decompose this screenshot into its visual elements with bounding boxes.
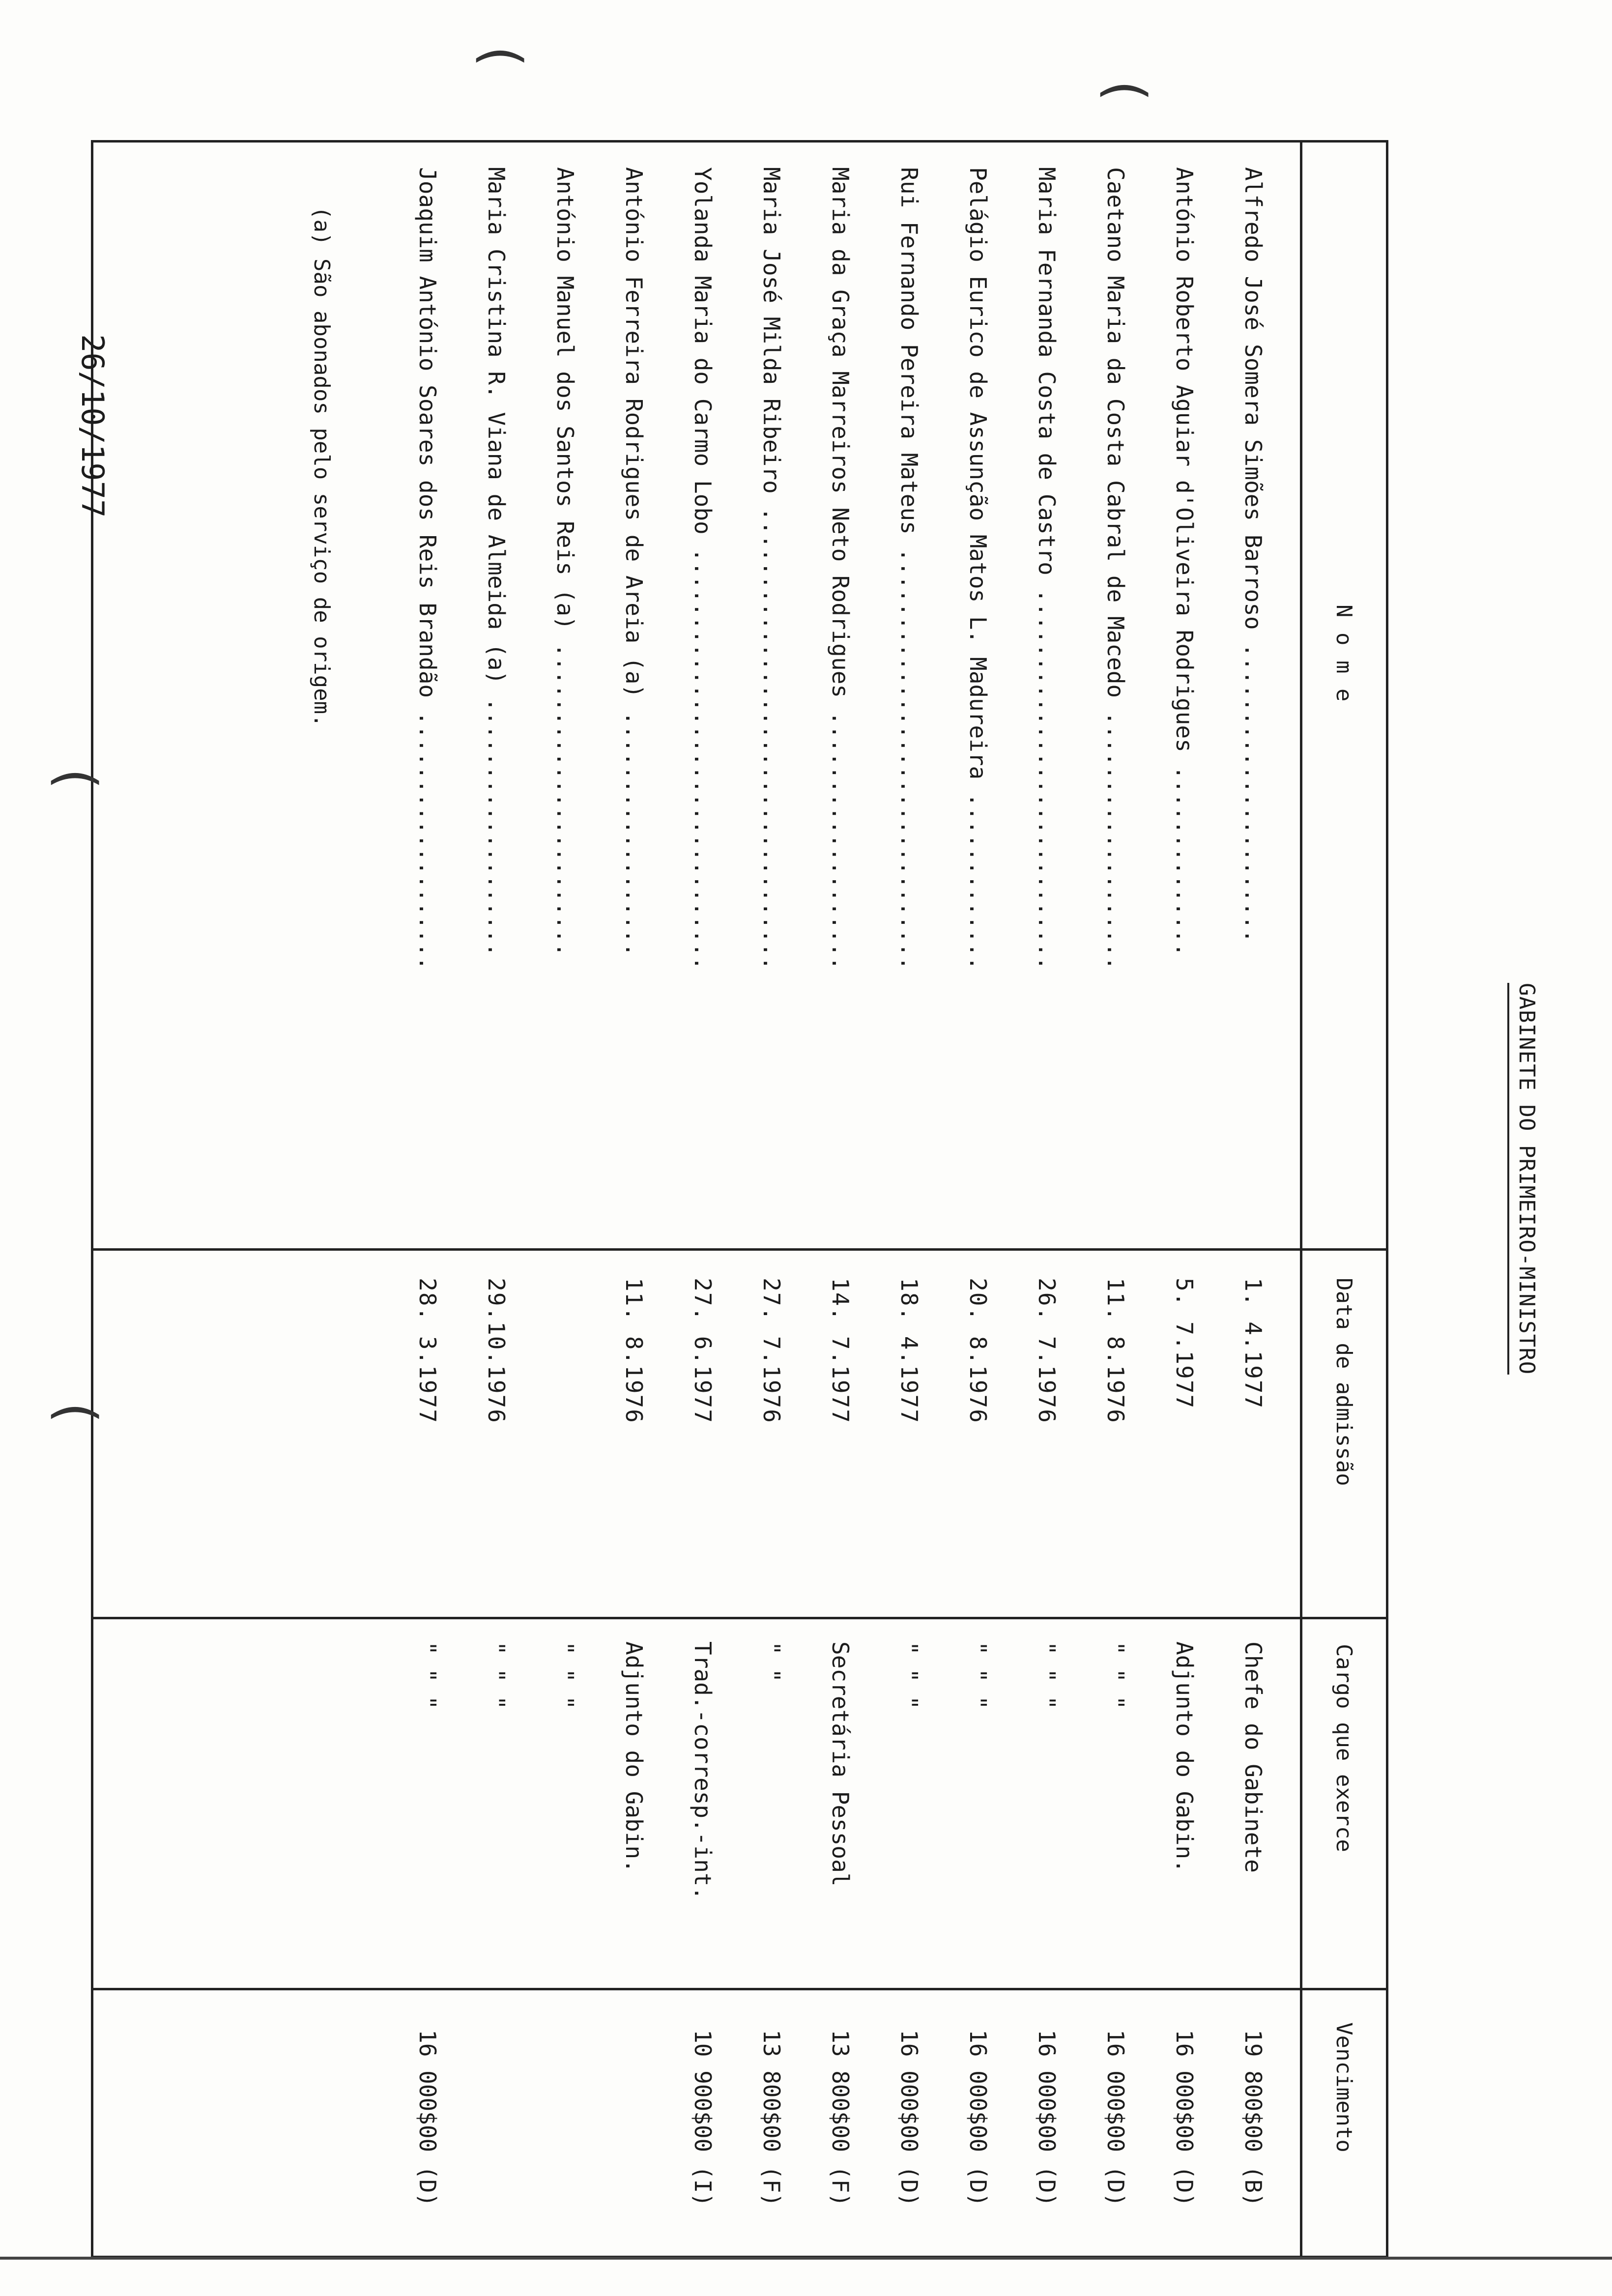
table-row [600,0,668,2296]
punch-hole-mark: ( [45,1396,108,1429]
position: " " " [1102,1641,1129,1710]
position: " " " [1034,1641,1060,1710]
admission-date: 5. 7.1977 [1171,1278,1198,1409]
admission-date: 29.10.1976 [483,1278,510,1424]
admission-date: 14. 7.1977 [827,1278,854,1424]
employee-name: Caetano Maria da Costa Cabral de Macedo ................... [1102,167,1129,970]
admission-date: 28. 3.1977 [414,1278,441,1424]
table-row [393,0,462,2296]
employee-name: António Roberto Aguiar d'Oliveira Rodrigues .............. [1171,167,1198,957]
employee-name: Rui Fernando Pereira Mateus ............................... [896,167,922,970]
salary: 16 000$00 (D) [1171,2030,1198,2207]
table-row [1081,0,1150,2296]
punch-hole-mark: ( [470,39,533,72]
employee-name: António Manuel dos Santos Reis (a) ....................... [552,167,578,957]
position: Secretária Pessoal [827,1641,854,1887]
position: Adjunto do Gabin. [1171,1641,1198,1873]
table-row [1219,0,1288,2296]
employee-name: Maria Fernanda Costa de Castro ............................ [1034,167,1060,970]
position: Chefe do Gabinete [1240,1641,1267,1873]
employee-name: António Ferreira Rodrigues de Areia (a) .................. [621,167,647,957]
position: " " " [483,1641,510,1710]
position: " " " [896,1641,922,1710]
table-row [1012,0,1081,2296]
position: " " " [552,1641,578,1710]
salary: 16 000$00 (D) [414,2030,441,2207]
salary: 16 000$00 (D) [965,2030,991,2207]
column-header-position: Cargo que exerce [1331,1644,1356,1852]
salary: 10 900$00 (I) [690,2030,716,2207]
salary: 13 800$00 (F) [827,2030,854,2207]
employee-name: Pelágio Eurico de Assunção Matos L. Madureira ............. [965,167,991,970]
table-row [875,0,944,2296]
admission-date: 20. 8.1976 [965,1278,991,1424]
punch-hole-mark: ( [45,762,108,795]
admission-date: 27. 7.1976 [758,1278,785,1424]
table-row [668,0,737,2296]
employee-name: Alfredo José Somera Simões Barroso ...................... [1240,167,1267,943]
document-date: 26/10/1977 [75,334,111,518]
employee-name: Maria Cristina R. Viana de Almeida (a) ................... [483,167,510,957]
table-row [806,0,875,2296]
employee-name: Maria José Milda Ribeiro .................................. [758,167,785,970]
header-divider [1300,140,1302,2258]
employee-name: Yolanda Maria do Carmo Lobo ............................... [690,167,716,970]
position: " " " [414,1641,441,1710]
punch-hole-mark: ( [1094,74,1157,107]
salary: 19 800$00 (B) [1240,2030,1267,2207]
admission-date: 18. 4.1977 [896,1278,922,1424]
column-header-name: N o m e [1331,604,1356,703]
admission-date: 11. 8.1976 [1102,1278,1129,1424]
page-title: GABINETE DO PRIMEIRO-MINISTRO [1507,983,1539,1375]
salary: 16 000$00 (D) [1102,2030,1129,2207]
salary: 16 000$00 (D) [1034,2030,1060,2207]
employee-name: Maria da Graça Marreiros Neto Rodrigues ................... [827,167,854,970]
column-header-admission-date: Data de admissão [1331,1278,1356,1486]
position: " " " [965,1641,991,1710]
salary: 16 000$00 (D) [896,2030,922,2207]
position: Trad.-corresp.-int. [690,1641,716,1900]
table-row [531,0,600,2296]
admission-date: 27. 6.1977 [690,1278,716,1424]
table-row [737,0,806,2296]
employee-name: Joaquim António Soares dos Reis Brandão ................... [414,167,441,970]
position: " " [758,1641,785,1683]
scan-edge-line [0,2257,1612,2260]
admission-date: 26. 7.1976 [1034,1278,1060,1424]
table-footnote: (a) São abonados pelo serviço de origem. [309,206,334,727]
table-row [1150,0,1219,2296]
admission-date: 1. 4.1977 [1240,1278,1267,1409]
salary: 13 800$00 (F) [758,2030,785,2207]
table-row [462,0,531,2296]
table-row [944,0,1012,2296]
admission-date: 11. 8.1976 [621,1278,647,1424]
position: Adjunto do Gabin. [621,1641,647,1873]
column-header-salary: Vencimento [1331,2022,1356,2152]
